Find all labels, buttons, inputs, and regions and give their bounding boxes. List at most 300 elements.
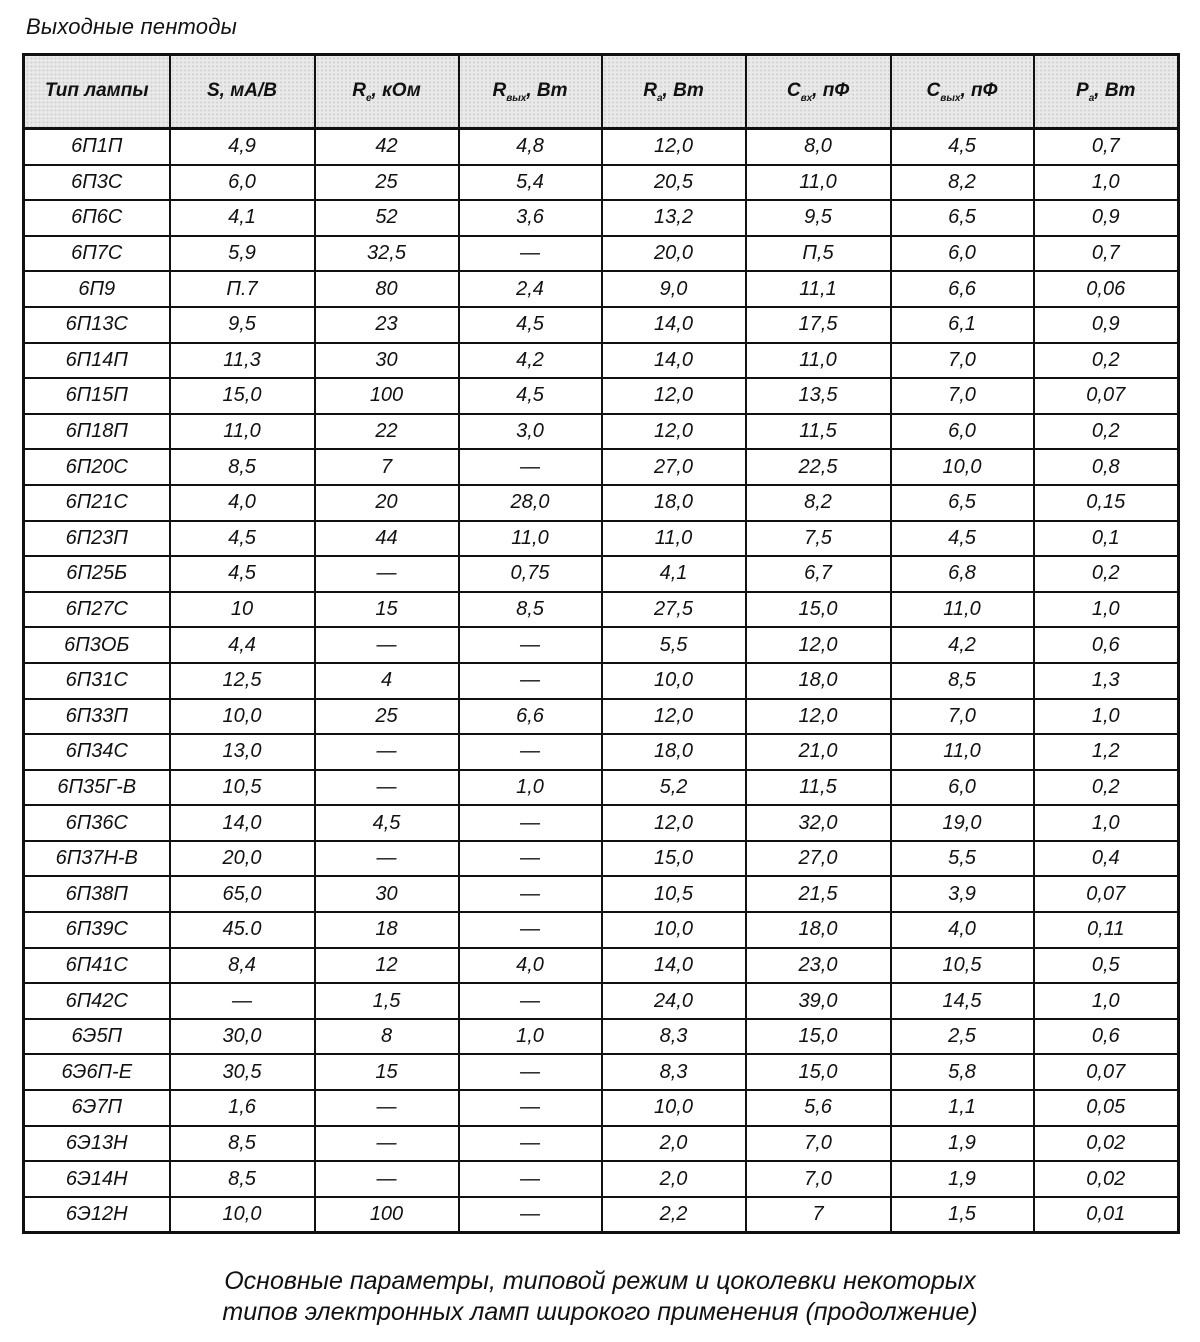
tube-type-cell: 6Э12Н [24, 1197, 170, 1233]
table-cell: 11,5 [746, 770, 891, 806]
column-header-unit: , Вт [1094, 79, 1136, 101]
table-cell: — [459, 449, 602, 485]
tube-type-cell: 6Э14Н [24, 1161, 170, 1197]
table-cell: 20,0 [602, 236, 746, 272]
table-cell: — [459, 1090, 602, 1126]
table-row [24, 841, 1179, 877]
table-row [24, 414, 1179, 450]
table-cell: 11,0 [746, 165, 891, 201]
table-cell: 15,0 [746, 592, 891, 628]
table-cell: 7,0 [891, 378, 1034, 414]
table-cell: 11,0 [459, 521, 602, 557]
table-cell: 2,4 [459, 271, 602, 307]
table-cell: 8,2 [891, 165, 1034, 201]
table-cell: 0,5 [1034, 948, 1179, 984]
caption-line-2: типов электронных ламп широкого применения (продолжение) [222, 1298, 978, 1326]
table-cell: 4,4 [170, 627, 315, 663]
table-cell: 5,6 [746, 1090, 891, 1126]
table-cell: 0,7 [1034, 236, 1179, 272]
table-cell: 10,0 [891, 449, 1034, 485]
tube-type-cell: 6П31С [24, 663, 170, 699]
parameters-table-container [22, 53, 1177, 1234]
table-cell: 11,0 [891, 592, 1034, 628]
table-row [24, 627, 1179, 663]
section-title: Выходные пентоды [26, 14, 237, 39]
column-header-label: P [1076, 79, 1089, 101]
table-cell: 18 [315, 912, 459, 948]
table-cell: 23 [315, 307, 459, 343]
table-cell: 0,6 [1034, 627, 1179, 663]
table-cell: 1,0 [1034, 592, 1179, 628]
table-cell: 1,2 [1034, 734, 1179, 770]
table-cell: 0,1 [1034, 521, 1179, 557]
table-cell: 20 [315, 485, 459, 521]
column-header [459, 55, 602, 129]
table-cell: 11,1 [746, 271, 891, 307]
table-cell: 0,2 [1034, 770, 1179, 806]
table-cell: 0,2 [1034, 556, 1179, 592]
table-cell: 4,2 [891, 627, 1034, 663]
tube-type-cell: 6П21С [24, 485, 170, 521]
table-cell: 2,5 [891, 1019, 1034, 1055]
table-cell: 8,5 [170, 449, 315, 485]
table-cell: 8,5 [891, 663, 1034, 699]
table-cell: — [459, 805, 602, 841]
table-cell: 45.0 [170, 912, 315, 948]
column-header [24, 55, 170, 129]
column-header [891, 55, 1034, 129]
table-cell: — [459, 236, 602, 272]
column-header [170, 55, 315, 129]
column-header [602, 55, 746, 129]
table-cell: 4,0 [170, 485, 315, 521]
table-cell: 4,9 [170, 129, 315, 165]
table-cell: 12,0 [746, 627, 891, 663]
table-row [24, 663, 1179, 699]
table-cell: 10,0 [170, 699, 315, 735]
table-cell: 8,2 [746, 485, 891, 521]
table-cell: 8 [315, 1019, 459, 1055]
table-cell: 4,5 [170, 556, 315, 592]
table-cell: 19,0 [891, 805, 1034, 841]
table-cell: 0,07 [1034, 1054, 1179, 1090]
table-cell: 27,5 [602, 592, 746, 628]
table-cell: 7,0 [746, 1126, 891, 1162]
table-row [24, 129, 1179, 165]
tube-type-cell: 6Э7П [24, 1090, 170, 1126]
table-row [24, 200, 1179, 236]
table-cell: — [170, 983, 315, 1019]
caption-line-1: Основные параметры, типовой режим и цоколевки некоторых [224, 1267, 976, 1295]
table-cell: — [315, 770, 459, 806]
tube-type-cell: 6П23П [24, 521, 170, 557]
table-cell: 7,5 [746, 521, 891, 557]
table-cell: 30,0 [170, 1019, 315, 1055]
table-cell: 7,0 [746, 1161, 891, 1197]
tube-type-cell: 6П34С [24, 734, 170, 770]
table-row [24, 165, 1179, 201]
table-cell: 11,0 [891, 734, 1034, 770]
tube-type-cell: 6П18П [24, 414, 170, 450]
table-cell: 13,0 [170, 734, 315, 770]
table-cell: 15,0 [746, 1019, 891, 1055]
table-cell: 15 [315, 592, 459, 628]
table-cell: 4 [315, 663, 459, 699]
table-cell: 0,07 [1034, 876, 1179, 912]
table-cell: — [315, 627, 459, 663]
table-cell: 4,5 [891, 521, 1034, 557]
table-body [24, 129, 1179, 1233]
table-cell: 15 [315, 1054, 459, 1090]
table-cell: — [459, 1197, 602, 1233]
table-cell: 0,02 [1034, 1161, 1179, 1197]
table-cell: 4,1 [602, 556, 746, 592]
table-cell: П.7 [170, 271, 315, 307]
table-cell: 18,0 [602, 485, 746, 521]
table-cell: 21,5 [746, 876, 891, 912]
table-cell: 0,8 [1034, 449, 1179, 485]
table-cell: 100 [315, 378, 459, 414]
table-cell: 12,0 [602, 699, 746, 735]
column-header-subscript: вых [506, 92, 527, 104]
table-row [24, 805, 1179, 841]
table-cell: 8,3 [602, 1054, 746, 1090]
tube-type-cell: 6П15П [24, 378, 170, 414]
column-header-label: Тип лампы [44, 79, 149, 101]
column-header-unit: , Вт [526, 79, 568, 101]
table-row [24, 699, 1179, 735]
table-cell: 1,5 [891, 1197, 1034, 1233]
table-cell: 6,0 [891, 236, 1034, 272]
table-row [24, 343, 1179, 379]
table-row [24, 1197, 1179, 1233]
tube-type-cell: 6П20С [24, 449, 170, 485]
table-cell: 1,5 [315, 983, 459, 1019]
table-cell: 24,0 [602, 983, 746, 1019]
table-cell: 6,0 [170, 165, 315, 201]
table-cell: 8,5 [170, 1161, 315, 1197]
table-cell: 42 [315, 129, 459, 165]
table-cell: 27,0 [602, 449, 746, 485]
table-cell: 1,0 [459, 770, 602, 806]
table-cell: 6,5 [891, 200, 1034, 236]
column-header-subscript: a [656, 92, 663, 104]
column-header [315, 55, 459, 129]
table-cell: 4,5 [891, 129, 1034, 165]
tube-type-cell: 6П27С [24, 592, 170, 628]
column-header-subscript: вых [940, 92, 961, 104]
table-cell: 0,02 [1034, 1126, 1179, 1162]
table-caption [0, 1266, 1200, 1328]
table-cell: — [315, 841, 459, 877]
table-cell: 3,9 [891, 876, 1034, 912]
table-cell: — [459, 876, 602, 912]
table-cell: 15,0 [170, 378, 315, 414]
table-row [24, 485, 1179, 521]
table-cell: 21,0 [746, 734, 891, 770]
table-cell: 18,0 [746, 912, 891, 948]
table-cell: 30 [315, 876, 459, 912]
table-cell: 12,0 [602, 805, 746, 841]
table-row [24, 236, 1179, 272]
table-cell: 7,0 [891, 699, 1034, 735]
column-header-unit: , пФ [960, 79, 998, 101]
table-cell: 7 [746, 1197, 891, 1233]
table-cell: 15,0 [746, 1054, 891, 1090]
table-cell: 5,9 [170, 236, 315, 272]
table-cell: 11,0 [170, 414, 315, 450]
table-cell: 32,0 [746, 805, 891, 841]
table-row [24, 734, 1179, 770]
table-cell: 0,9 [1034, 200, 1179, 236]
table-cell: 6,7 [746, 556, 891, 592]
table-header-row [24, 55, 1179, 129]
table-cell: 0,05 [1034, 1090, 1179, 1126]
table-cell: 4,2 [459, 343, 602, 379]
table-cell: — [459, 1161, 602, 1197]
table-cell: 1,9 [891, 1161, 1034, 1197]
column-header [746, 55, 891, 129]
table-cell: 9,0 [602, 271, 746, 307]
table-cell: 28,0 [459, 485, 602, 521]
column-header-subscript: вх [800, 92, 813, 104]
table-cell: — [459, 1126, 602, 1162]
table-cell: 4,5 [459, 307, 602, 343]
table-cell: 4,0 [891, 912, 1034, 948]
table-row [24, 556, 1179, 592]
table-cell: 44 [315, 521, 459, 557]
table-cell: 10,0 [602, 1090, 746, 1126]
table-cell: 12,0 [602, 414, 746, 450]
table-cell: 0,01 [1034, 1197, 1179, 1233]
table-cell: 100 [315, 1197, 459, 1233]
table-cell: 1,6 [170, 1090, 315, 1126]
table-cell: 9,5 [746, 200, 891, 236]
table-cell: 11,0 [602, 521, 746, 557]
table-row [24, 449, 1179, 485]
table-row [24, 378, 1179, 414]
table-cell: 1,0 [1034, 165, 1179, 201]
table-cell: 0,7 [1034, 129, 1179, 165]
table-cell: 39,0 [746, 983, 891, 1019]
table-cell: 0,06 [1034, 271, 1179, 307]
table-cell: 6,1 [891, 307, 1034, 343]
table-cell: 12,0 [602, 129, 746, 165]
table-cell: 2,0 [602, 1161, 746, 1197]
tube-type-cell: 6П35Г-В [24, 770, 170, 806]
table-cell: 11,0 [746, 343, 891, 379]
table-row [24, 1126, 1179, 1162]
table-cell: — [315, 1090, 459, 1126]
table-cell: 1,3 [1034, 663, 1179, 699]
table-row [24, 1019, 1179, 1055]
table-cell: 23,0 [746, 948, 891, 984]
tube-type-cell: 6П3С [24, 165, 170, 201]
table-cell: 3,0 [459, 414, 602, 450]
table-cell: 8,0 [746, 129, 891, 165]
table-cell: — [315, 734, 459, 770]
tube-type-cell: 6П36С [24, 805, 170, 841]
table-cell: 5,2 [602, 770, 746, 806]
table-cell: 12,5 [170, 663, 315, 699]
table-cell: 5,8 [891, 1054, 1034, 1090]
table-cell: 12,0 [602, 378, 746, 414]
table-cell: 11,3 [170, 343, 315, 379]
table-cell: 4,0 [459, 948, 602, 984]
table-cell: 13,5 [746, 378, 891, 414]
table-cell: 18,0 [746, 663, 891, 699]
table-cell: 27,0 [746, 841, 891, 877]
table-cell: 8,4 [170, 948, 315, 984]
table-cell: 12,0 [746, 699, 891, 735]
table-cell: 5,4 [459, 165, 602, 201]
table-cell: 3,6 [459, 200, 602, 236]
tube-type-cell: 6П41С [24, 948, 170, 984]
column-header-label: C [926, 79, 941, 101]
table-cell: 1,0 [1034, 699, 1179, 735]
table-row [24, 271, 1179, 307]
table-cell: 14,5 [891, 983, 1034, 1019]
table-cell: 14,0 [602, 948, 746, 984]
column-header-label: R [352, 79, 366, 101]
column-header-unit: , Вт [662, 79, 704, 101]
table-cell: 10,0 [602, 912, 746, 948]
column-header-unit: , кОм [371, 79, 421, 101]
tube-parameters-table [22, 53, 1180, 1234]
table-cell: 11,5 [746, 414, 891, 450]
column-header-label: S, мА/В [206, 79, 277, 101]
table-cell: — [315, 1126, 459, 1162]
table-cell: 10,5 [170, 770, 315, 806]
column-header-subscript: e [365, 92, 372, 104]
table-cell: 15,0 [602, 841, 746, 877]
table-cell: — [315, 1161, 459, 1197]
table-cell: 6,6 [891, 271, 1034, 307]
table-cell: 8,5 [459, 592, 602, 628]
table-cell: 80 [315, 271, 459, 307]
table-row [24, 983, 1179, 1019]
table-cell: 10,0 [602, 663, 746, 699]
table-cell: — [459, 1054, 602, 1090]
table-cell: 25 [315, 165, 459, 201]
tube-type-cell: 6П42С [24, 983, 170, 1019]
column-header-unit: , пФ [812, 79, 850, 101]
table-cell: — [459, 734, 602, 770]
table-cell: 25 [315, 699, 459, 735]
table-cell: 0,07 [1034, 378, 1179, 414]
tube-type-cell: 6П25Б [24, 556, 170, 592]
table-cell: 1,0 [1034, 983, 1179, 1019]
table-cell: 30,5 [170, 1054, 315, 1090]
table-cell: 0,2 [1034, 414, 1179, 450]
table-cell: 10 [170, 592, 315, 628]
tube-type-cell: 6П6С [24, 200, 170, 236]
table-cell: 6,5 [891, 485, 1034, 521]
table-cell: 4,5 [170, 521, 315, 557]
table-cell: — [459, 627, 602, 663]
table-cell: 1,9 [891, 1126, 1034, 1162]
table-cell: 2,2 [602, 1197, 746, 1233]
table-cell: 14,0 [602, 307, 746, 343]
table-cell: 20,5 [602, 165, 746, 201]
tube-type-cell: 6П38П [24, 876, 170, 912]
table-cell: 9,5 [170, 307, 315, 343]
table-cell: 6,0 [891, 770, 1034, 806]
table-cell: 5,5 [602, 627, 746, 663]
tube-type-cell: 6П33П [24, 699, 170, 735]
table-cell: 10,5 [891, 948, 1034, 984]
table-cell: 20,0 [170, 841, 315, 877]
table-cell: 18,0 [602, 734, 746, 770]
table-cell: 8,3 [602, 1019, 746, 1055]
table-cell: 8,5 [170, 1126, 315, 1162]
table-cell: 1,0 [459, 1019, 602, 1055]
table-cell: 7 [315, 449, 459, 485]
table-cell: П,5 [746, 236, 891, 272]
table-cell: 0,2 [1034, 343, 1179, 379]
table-row [24, 912, 1179, 948]
table-row [24, 1090, 1179, 1126]
tube-type-cell: 6Э5П [24, 1019, 170, 1055]
tube-type-cell: 6Э13Н [24, 1126, 170, 1162]
tube-type-cell: 6П9 [24, 271, 170, 307]
column-header [1034, 55, 1179, 129]
table-cell: 14,0 [170, 805, 315, 841]
tube-type-cell: 6П37Н-В [24, 841, 170, 877]
tube-type-cell: 6Э6П-Е [24, 1054, 170, 1090]
table-cell: 4,1 [170, 200, 315, 236]
column-header-label: R [492, 79, 507, 101]
table-cell: — [459, 912, 602, 948]
table-cell: 4,5 [315, 805, 459, 841]
column-header-subscript: a [1088, 92, 1095, 104]
table-cell: 4,8 [459, 129, 602, 165]
tube-type-cell: 6П14П [24, 343, 170, 379]
table-cell: 0,75 [459, 556, 602, 592]
table-row [24, 1161, 1179, 1197]
table-cell: 5,5 [891, 841, 1034, 877]
table-cell: 1,1 [891, 1090, 1034, 1126]
table-cell: 0,9 [1034, 307, 1179, 343]
table-cell: 6,6 [459, 699, 602, 735]
table-cell: 0,11 [1034, 912, 1179, 948]
table-cell: 1,0 [1034, 805, 1179, 841]
table-cell: — [459, 841, 602, 877]
table-cell: — [315, 556, 459, 592]
table-cell: 12 [315, 948, 459, 984]
table-cell: — [459, 983, 602, 1019]
table-cell: 32,5 [315, 236, 459, 272]
table-row [24, 876, 1179, 912]
table-cell: 10,5 [602, 876, 746, 912]
table-cell: 6,8 [891, 556, 1034, 592]
table-cell: 0,4 [1034, 841, 1179, 877]
table-cell: 30 [315, 343, 459, 379]
table-row [24, 307, 1179, 343]
tube-type-cell: 6П1П [24, 129, 170, 165]
table-cell: 22 [315, 414, 459, 450]
table-cell: 17,5 [746, 307, 891, 343]
table-row [24, 948, 1179, 984]
table-cell: 13,2 [602, 200, 746, 236]
table-cell: 10,0 [170, 1197, 315, 1233]
table-row [24, 1054, 1179, 1090]
table-row [24, 592, 1179, 628]
table-cell: 0,15 [1034, 485, 1179, 521]
table-cell: 65,0 [170, 876, 315, 912]
column-header-label: R [643, 79, 657, 101]
tube-type-cell: 6П39С [24, 912, 170, 948]
